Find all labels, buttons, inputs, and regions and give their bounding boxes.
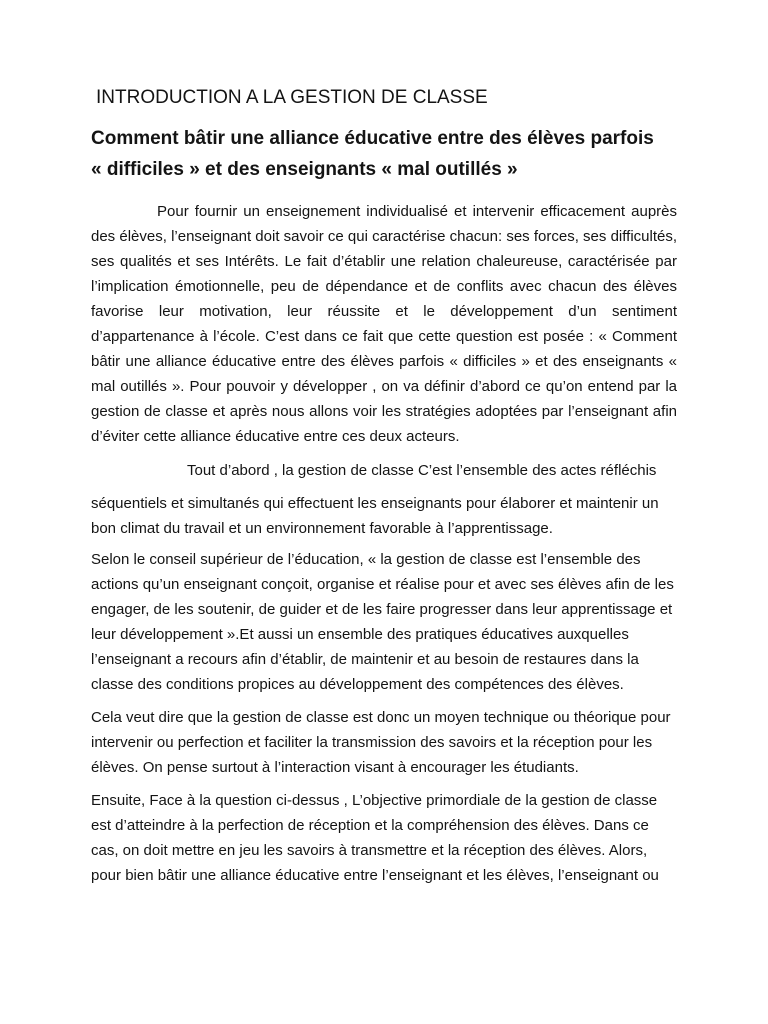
paragraph-conseil-superieur: Selon le conseil supérieur de l’éducation, « la gestion de classe est l’ensemble des actions qu’un enseignant conçoit, organise et réalise pour et avec ses élèves afin de les engager, de les soutenir, de guider et de les faire progresser dans leur apprentissage et leur développement ».Et aussi un ensemble des pratiques éducatives auxquelles l’enseignant a recours afin d’établir, de maintenir et au besoin de restaures dans la classe des conditions propices au développement des compétences des élèves.: [91, 551, 674, 693]
paragraph-objective: Ensuite, Face à la question ci-dessus , L’objective primordiale de la gestion de classe est d’atteindre à la perfection de réception et la compréhension des élèves. Dans ce cas, on doit mettre en jeu les savoirs à transmettre et la réception des élèves. Alors, pour bien bâtir une alliance éducative entre l’enseignant et les élèves, l’enseignant ou: [91, 792, 659, 884]
paragraph-definition-first-line: Tout d’abord , la gestion de classe C’est l’ensemble des actes réfléchis: [187, 462, 657, 479]
subtitle-line-2: « difficiles » et des enseignants « mal outillés »: [91, 159, 518, 180]
paragraph-definition: séquentiels et simultanés qui effectuent les enseignants pour élaborer et maintenir un bon climat du travail et un environnement favorable à l’apprentissage.: [91, 495, 659, 537]
subtitle-line-1: Comment bâtir une alliance éducative entre des élèves parfois: [91, 128, 654, 149]
document-title: INTRODUCTION A LA GESTION DE CLASSE: [96, 87, 488, 108]
document-page: [91, 86, 677, 888]
document-subtitle: [91, 123, 677, 185]
paragraph-intro: Pour fournir un enseignement individualisé et intervenir efficacement auprès des élèves, l’enseignant doit savoir ce qui caractérise chacun: ses forces, ses difficultés, ses qualités et ses Intérêts. Le fait d’établir une relation chaleureuse, caractérisée par l’implication émotionnelle, peu de dépendance et de conflits avec chacun des élèves favorise leur motivation, leur réussite et le développement d’un sentiment d’appartenance à l’école. C’est dans ce fait que cette question est posée : « Comment bâtir une alliance éducative entre des élèves parfois « difficiles » et des enseignants « mal outillés ». Pour pouvoir y développer , on va définir d’abord ce qu’on entend par la gestion de classe et après nous allons voir les stratégies adoptées par l’enseignant afin d’éviter cette alliance éducative entre ces deux acteurs.: [91, 203, 677, 445]
paragraph-explanation: Cela veut dire que la gestion de classe est donc un moyen technique ou théorique pour intervenir ou perfection et faciliter la transmission des savoirs et la réception pour les élèves. On pense surtout à l’interaction visant à encourager les étudiants.: [91, 709, 671, 776]
